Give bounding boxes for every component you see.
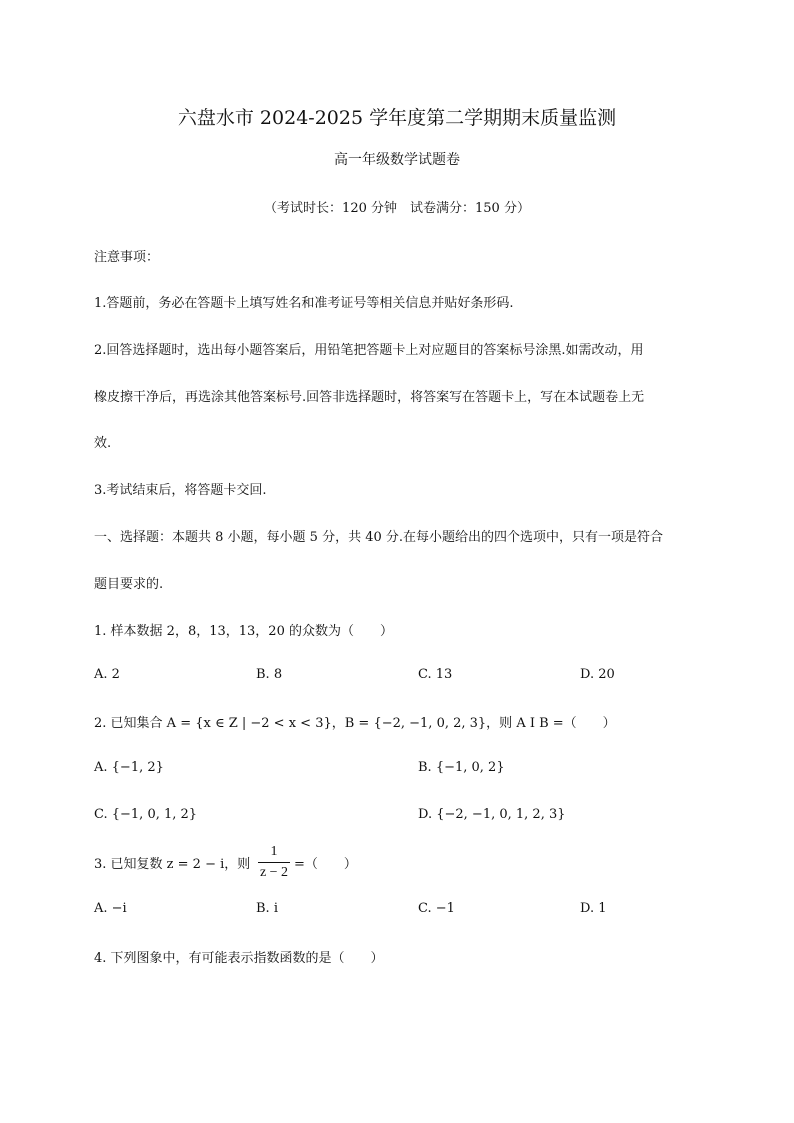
question-3-stem-prefix: 3. 已知复数 z = 2 − i，则: [94, 857, 251, 872]
question-1-option-a: A. 2: [94, 667, 120, 682]
note-item-3: 3.考试结束后，将答题卡交回.: [94, 483, 267, 498]
question-2-option-d: D. {−2, −1, 0, 1, 2, 3}: [418, 807, 566, 822]
question-2-stem: 2. 已知集合 A = {x ∈ Z | −2 < x < 3}，B = {−2, −1, 0, 2, 3}，则 A I B =（ ）: [94, 716, 616, 731]
note-item-2-line-2: 橡皮擦干净后，再选涂其他答案标号.回答非选择题时，将答案写在答题卡上，写在本试题卷上无: [94, 390, 645, 405]
fraction-bar: [258, 862, 290, 863]
question-3-option-c: C. −1: [418, 901, 455, 916]
question-3-option-a: A. −i: [94, 901, 127, 916]
notes-heading: 注意事项：: [94, 250, 160, 265]
question-4-stem: 4. 下列图象中，有可能表示指数函数的是（ ）: [94, 951, 384, 966]
question-1-stem: 1. 样本数据 2，8，13，13，20 的众数为（ ）: [94, 624, 393, 639]
question-1-option-c: C. 13: [418, 667, 453, 682]
note-item-1: 1.答题前，务必在答题卡上填写姓名和准考证号等相关信息并贴好条形码.: [94, 296, 514, 311]
question-1-option-b: B. 8: [256, 667, 283, 682]
fraction-denominator: z − 2: [259, 865, 289, 880]
note-item-2-line-1: 2.回答选择题时，选出每小题答案后，用铅笔把答题卡上对应题目的答案标号涂黑.如需改动，用: [94, 343, 644, 358]
question-2-option-a: A. {−1, 2}: [94, 760, 164, 775]
question-3-option-b: B. i: [256, 901, 278, 916]
question-2-option-c: C. {−1, 0, 1, 2}: [94, 807, 198, 822]
question-1-option-d: D. 20: [580, 667, 615, 682]
question-3-stem-suffix: =（ ）: [294, 857, 357, 872]
exam-title: 六盘水市 2024-2025 学年度第二学期期末质量监测: [177, 107, 617, 129]
question-3-option-d: D. 1: [580, 901, 607, 916]
section-1-heading-line-1: 一、选择题：本题共 8 小题，每小题 5 分，共 40 分.在每小题给出的四个选项中，只有一项是符合: [94, 530, 664, 545]
section-1-heading-line-2: 题目要求的.: [94, 577, 164, 592]
question-3-fraction: [258, 844, 290, 881]
fraction-numerator: 1: [270, 844, 278, 859]
question-2-option-b: B. {−1, 0, 2}: [418, 760, 505, 775]
note-item-2-line-3: 效.: [94, 436, 112, 451]
exam-duration: （考试时长：120 分钟 试卷满分：150 分）: [264, 201, 530, 216]
exam-subtitle: 高一年级数学试题卷: [334, 152, 460, 168]
